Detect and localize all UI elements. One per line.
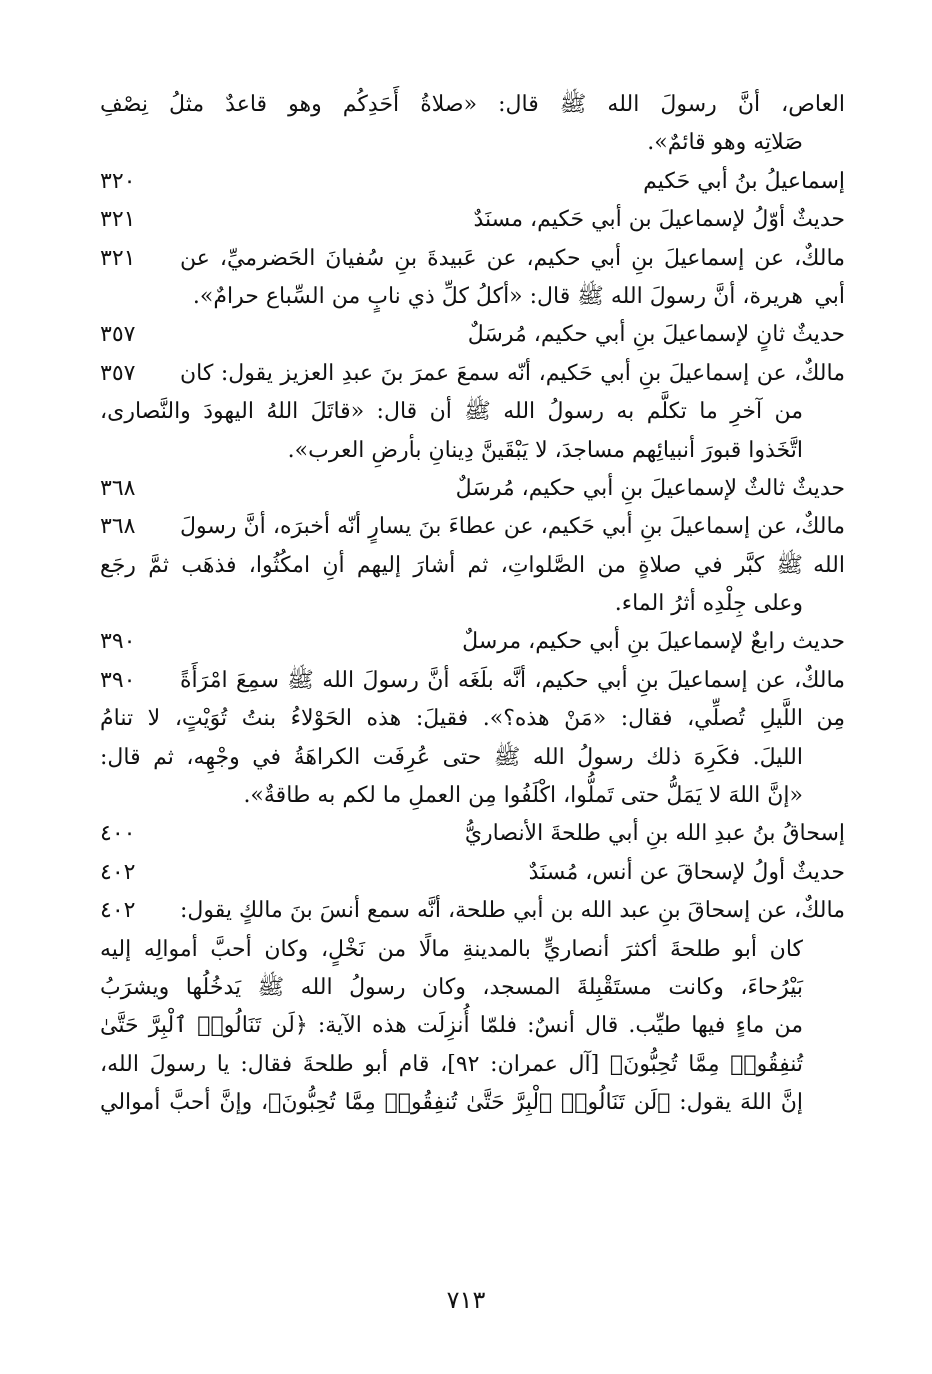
text-line: اتَّخَذوا قبورَ أنبيائِهم مساجدَ، لا يَبْقَينَّ دِينانِ بأرضِ العرب».	[287, 437, 803, 463]
text-line: مالكٌ، عن إسحاقَ بنِ عبد الله بن أبي طلحة، أنَّه سمع أنسَ بنَ مالكٍ يقول:	[180, 898, 845, 924]
text-line: تُنفِقُوا۟ مِمَّا تُحِبُّونَ﴾ [آل عمران: ٩٢]، قام أبو طلحةَ فقال: يا رسولَ الله،	[100, 1051, 803, 1077]
text-line: اللَّيلِ تُصلِّي، فقال: «مَنْ هذه؟». فقيلَ: هذه الحَوْلاءُ بنتُ تُوَيْتٍ، لا تنامُ	[100, 706, 803, 732]
reference-number: ٣٢١	[100, 245, 136, 271]
reference-number: ٣٩٠	[100, 667, 136, 693]
reference-number: ٣٩٠	[100, 629, 136, 655]
text-line: حديثٌ ثالثٌ لإسماعيلَ بنِ أبي حكيم، مُرسَلٌ	[455, 475, 845, 501]
entries-list	[100, 86, 845, 1123]
text-line: مالكٌ، عن إسماعيلَ بنِ أبي حَكيم، أنّه سمعَ عمرَ بنَ عبدِ العزيز يقول: كان	[180, 360, 845, 386]
hadith-entry	[100, 662, 845, 816]
text-line: مالكٌ، عن إسماعيلَ بنِ أبي حَكيم، عن عطاءَ بنَ يسارٍ أنّه أخبرَه، أنَّ رسولَ الله	[180, 514, 845, 578]
index-entry-heading	[100, 815, 845, 853]
text-line: الليلَ. فكَرِهَ ذلك رسولُ الله ﷺ حتى عُرِفَت الكراهَةُ في وجْهِه، ثم قال:	[100, 744, 803, 770]
text-line: حديثٌ أولُ لإسحاقَ عن أنس، مُسنَدٌ	[528, 859, 845, 885]
reference-number: ٣٥٧	[100, 322, 136, 348]
reference-number: ٣٢٠	[100, 168, 136, 194]
index-entry-heading	[100, 163, 845, 201]
text-line: «إنَّ اللهَ لا يَمَلُّ حتى تَملُّوا، اكْلَفُوا مِن العملِ ما لكم به طاقةٌ».	[243, 783, 803, 809]
text-line: حديثٌ أوّلُ لإسماعيلَ بن أبي حَكيم، مسنَدٌ	[473, 207, 845, 233]
reference-number: ٣٦٨	[100, 475, 136, 501]
page-number: ٧١٣	[446, 1286, 486, 1314]
text-line: حديثٌ ثانٍ لإسماعيلَ بنِ أبي حكيم، مُرسَلٌ	[467, 322, 845, 348]
reference-number: ٣٢١	[100, 207, 136, 233]
hadith-entry	[100, 355, 845, 470]
text-line: هريرة، أنَّ رسولَ الله ﷺ قال: «أكلُ كلِّ ذي نابٍ من السِّباع حرامٌ».	[192, 283, 803, 309]
text-line: إنَّ اللهَ يقول: ﴿لَن تَنَالُوا۟ ٱلْبِرَّ حَتَّىٰ تُنفِقُوا۟ مِمَّا تُحِبُّونَ﴾، وإنَّ أحبَّ أموالي	[100, 1090, 803, 1116]
reference-number: ٤٠٢	[100, 898, 136, 924]
text-line: من ماءٍ فيها طيِّب. قال أنسٌ: فلمّا أُنزِلَت هذه الآية: ﴿لَن تَنَالُوا۟ ٱلْبِرَّ حَتَّىٰ	[100, 1013, 803, 1039]
text-line: صَلاتِه وهو قائمٌ».	[647, 130, 803, 156]
index-entry-subheading	[100, 623, 845, 661]
reference-number: ٤٠٠	[100, 821, 136, 847]
reference-number: ٣٥٧	[100, 360, 136, 386]
text-line: وعلى جِلْدِه أثرُ الماء.	[614, 591, 803, 617]
hadith-entry	[100, 892, 845, 1122]
index-entry-subheading	[100, 470, 845, 508]
index-entry-subheading	[100, 316, 845, 354]
reference-number: ٤٠٢	[100, 859, 136, 885]
reference-number: ٣٦٨	[100, 514, 136, 540]
text-line: إسماعيلُ بنُ أبي حَكيم	[643, 168, 845, 194]
text-entry-continuation	[100, 86, 845, 163]
hadith-entry	[100, 240, 845, 317]
text-line: العاص، أنَّ رسولَ الله ﷺ قال: «صلاةُ أَحَدِكُم وهو قاعدٌ مثلُ نِصْفِ	[100, 92, 845, 117]
index-entry-subheading	[100, 201, 845, 239]
index-entry-subheading	[100, 854, 845, 892]
text-line: من آخرِ ما تكلَّم به رسولُ الله ﷺ أن قال: «قاتَلَ اللهُ اليهودَ والنَّصارى،	[100, 399, 803, 425]
text-line: ﷺ كبَّر في صلاةٍ من الصَّلواتِ، ثم أشارَ إليهم أنِ امكُثُوا، فذهَب ثمَّ رجَع	[100, 552, 803, 578]
text-line: بَيْرُحاءَ، وكانت مستَقْبِلةَ المسجد، وكان رسولُ الله ﷺ يَدخُلُها ويشرَبُ	[100, 974, 803, 1000]
text-line: مالكٌ، عن إسماعيلَ بنِ أبي حكيم، أنَّه بلَغَه أنَّ رسولَ الله ﷺ سمِعَ امْرَأَةً مِن	[180, 667, 845, 732]
text-line: إسحاقُ بنُ عبدِ الله بنِ أبي طلحةَ الأنصاريُّ	[464, 821, 845, 847]
text-line: مالكٌ، عن إسماعيلَ بنِ أبي حكيم، عن عَبيدةَ بنِ سُفيانَ الحَضرميِّ، عن أبي	[180, 245, 845, 309]
text-line: حديث رابعٌ لإسماعيلَ بنِ أبي حكيم، مرسلٌ	[462, 629, 845, 655]
text-line: كان أبو طلحةَ أكثرَ أنصاريٍّ بالمدينةِ مالًا من نَخْلٍ، وكان أحبَّ أموالِه إليه	[100, 936, 803, 962]
hadith-entry	[100, 508, 845, 623]
